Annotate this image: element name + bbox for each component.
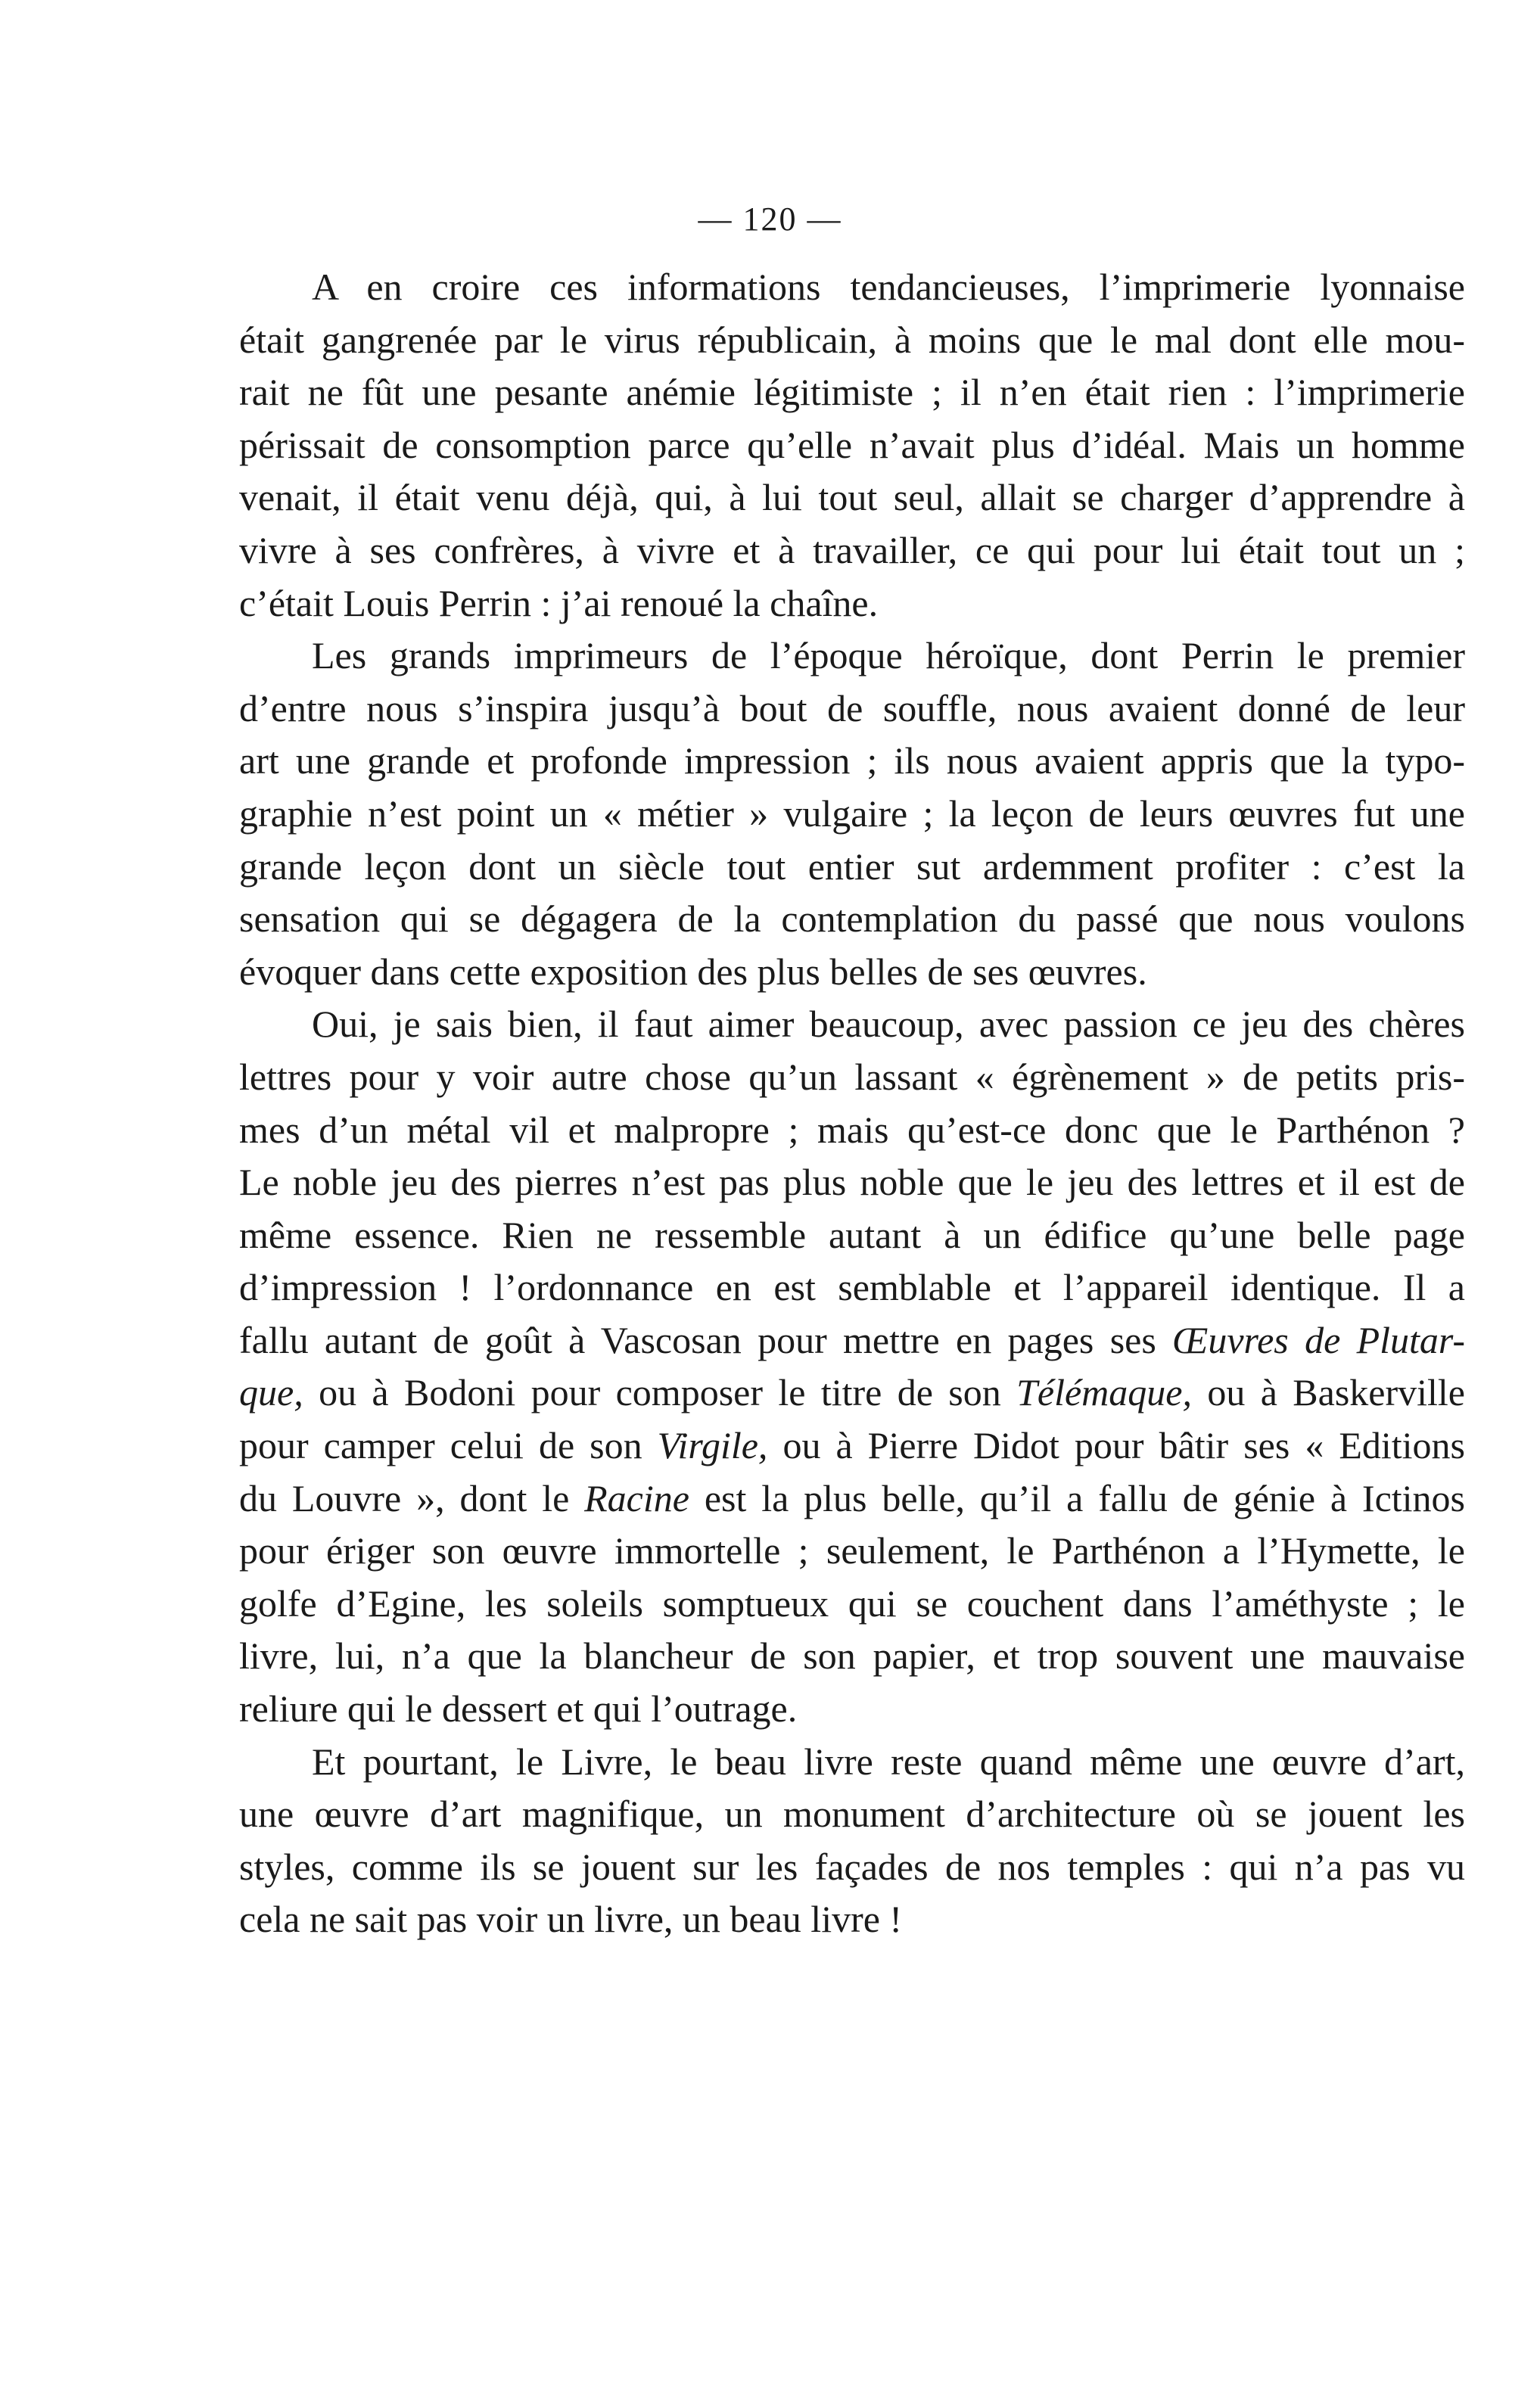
text-run: est la plus belle, qu’il a fallu de génie à Ictinos <box>689 1476 1465 1519</box>
text-line: c’était Louis Perrin : j’ai renoué la chaîne. <box>239 581 879 624</box>
italic-title: Œuvres de Plutar- <box>1172 1318 1466 1361</box>
text-run: ou à Bodoni pour composer le titre de son <box>303 1371 1017 1414</box>
italic-title: que, <box>239 1371 303 1414</box>
page-number: — 120 — <box>698 201 842 238</box>
paragraph-3 <box>239 998 1465 1735</box>
text-run: du Louvre », dont le <box>239 1476 585 1519</box>
text-run: ou à Pierre Didot pour bâtir ses « Editions <box>767 1424 1466 1467</box>
text-line: cela ne sait pas voir un livre, un beau livre ! <box>239 1898 903 1941</box>
text-line: d’entre nous s’inspira jusqu’à bout de souffle, nous avaient donné de leur <box>239 686 1465 729</box>
text-line: même essence. Rien ne ressemble autant à un édifice qu’une belle page <box>239 1213 1465 1256</box>
text-line: lettres pour y voir autre chose qu’un lassant « égrènement » de petits pris- <box>239 1055 1465 1098</box>
paragraph-2 <box>239 630 1465 998</box>
text-line: évoquer dans cette exposition des plus belles de ses œuvres. <box>239 950 1147 993</box>
text-line: mes d’un métal vil et malpropre ; mais qu’est-ce donc que le Parthénon ? <box>239 1108 1465 1151</box>
text-line: venait, il était venu déjà, qui, à lui tout seul, allait se charger d’apprendre à <box>239 476 1465 519</box>
body-text <box>239 261 1465 1946</box>
paragraph-1 <box>239 261 1465 630</box>
text-line: art une grande et profonde impression ; ils nous avaient appris que la typo- <box>239 739 1465 782</box>
text-line: Les grands imprimeurs de l’époque héroïque, dont Perrin le premier <box>312 634 1465 677</box>
text-line: une œuvre d’art magnifique, un monument d’architecture où se jouent les <box>239 1793 1465 1836</box>
text-line: grande leçon dont un siècle tout entier sut ardemment profiter : c’est la <box>239 844 1465 888</box>
text-line: Oui, je sais bien, il faut aimer beaucoup, avec passion ce jeu des chères <box>312 1003 1465 1046</box>
text-line: Le noble jeu des pierres n’est pas plus noble que le jeu des lettres et il est de <box>239 1161 1465 1204</box>
text-line: styles, comme ils se jouent sur les façades de nos temples : qui n’a pas vu <box>239 1845 1465 1888</box>
italic-title: Virgile, <box>657 1424 768 1467</box>
text-line: pour ériger son œuvre immortelle ; seulement, le Parthénon a l’Hymette, le <box>239 1529 1465 1572</box>
text-line: sensation qui se dégagera de la contemplation du passé que nous voulons <box>239 897 1465 941</box>
text-line: reliure qui le dessert et qui l’outrage. <box>239 1687 798 1731</box>
italic-title: Racine <box>584 1476 689 1519</box>
text-run: ou à Baskerville <box>1191 1371 1465 1414</box>
text-line: livre, lui, n’a que la blancheur de son papier, et trop souvent une mauvaise <box>239 1634 1465 1678</box>
text-line: A en croire ces informations tendancieuses, l’imprimerie lyonnaise <box>312 266 1465 308</box>
text-run: pour camper celui de son <box>239 1424 658 1467</box>
text-line: rait ne fût une pesante anémie légitimiste ; il n’en était rien : l’imprimerie <box>239 371 1465 414</box>
text-line: d’impression ! l’ordonnance en est semblable et l’appareil identique. Il a <box>239 1266 1465 1309</box>
paragraph-4 <box>239 1736 1465 1946</box>
text-line: vivre à ses confrères, à vivre et à travailler, ce qui pour lui était tout un ; <box>239 528 1465 571</box>
text-line: graphie n’est point un « métier » vulgaire ; la leçon de leurs œuvres fut une <box>239 791 1465 835</box>
text-line: était gangrenée par le virus républicain, à moins que le mal dont elle mou- <box>239 318 1465 361</box>
text-line: Et pourtant, le Livre, le beau livre reste quand même une œuvre d’art, <box>312 1740 1465 1783</box>
text-line: périssait de consomption parce qu’elle n’avait plus d’idéal. Mais un homme <box>239 423 1465 466</box>
text-line <box>239 1314 1465 1367</box>
text-line <box>239 1473 1465 1525</box>
text-line <box>239 1367 1465 1420</box>
text-run: fallu autant de goût à Vascosan pour mettre en pages ses <box>239 1318 1173 1361</box>
text-line: golfe d’Egine, les soleils somptueux qui se couchent dans l’améthyste ; le <box>239 1581 1465 1625</box>
text-line <box>239 1420 1465 1473</box>
italic-title: Télémaque, <box>1016 1371 1192 1414</box>
